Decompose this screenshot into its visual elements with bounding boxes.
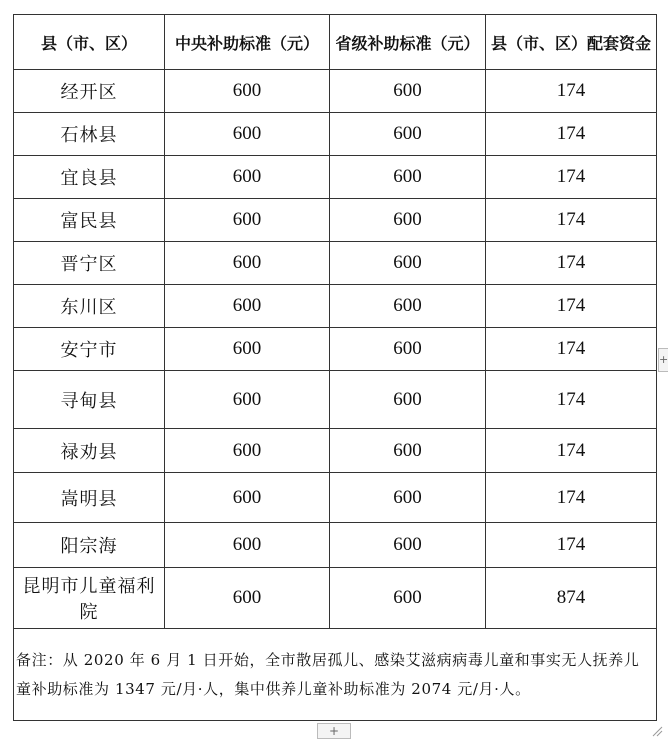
table-row <box>14 473 657 523</box>
cell-county: 嵩明县 <box>14 473 165 523</box>
table-row <box>14 568 657 629</box>
cell-county: 禄劝县 <box>14 429 165 473</box>
cell-provincial: 600 <box>330 523 486 568</box>
cell-county-funds: 174 <box>486 371 657 429</box>
table-row <box>14 371 657 429</box>
add-column-handle[interactable]: + <box>658 348 668 372</box>
cell-county-funds: 174 <box>486 156 657 199</box>
cell-central: 600 <box>165 568 330 629</box>
cell-county-funds: 174 <box>486 523 657 568</box>
cell-central: 600 <box>165 70 330 113</box>
cell-county: 昆明市儿童福利院 <box>14 568 165 629</box>
cell-county-funds: 174 <box>486 199 657 242</box>
table-row <box>14 113 657 156</box>
cell-county: 石林县 <box>14 113 165 156</box>
table-row <box>14 156 657 199</box>
cell-central: 600 <box>165 285 330 328</box>
cell-county-funds: 174 <box>486 285 657 328</box>
cell-central: 600 <box>165 199 330 242</box>
table-row <box>14 285 657 328</box>
cell-provincial: 600 <box>330 199 486 242</box>
cell-county-funds: 174 <box>486 70 657 113</box>
cell-central: 600 <box>165 429 330 473</box>
header-row <box>14 15 657 70</box>
cell-county: 安宁市 <box>14 328 165 371</box>
cell-county-funds: 174 <box>486 328 657 371</box>
header-county-funds: 县（市、区）配套资金 <box>486 15 657 70</box>
resize-grip-icon[interactable] <box>651 725 663 737</box>
cell-county-funds: 174 <box>486 113 657 156</box>
cell-county-funds: 174 <box>486 429 657 473</box>
cell-county: 经开区 <box>14 70 165 113</box>
cell-county-funds: 174 <box>486 242 657 285</box>
cell-provincial: 600 <box>330 285 486 328</box>
cell-provincial: 600 <box>330 371 486 429</box>
cell-provincial: 600 <box>330 328 486 371</box>
table-row <box>14 242 657 285</box>
cell-county: 寻甸县 <box>14 371 165 429</box>
table-row <box>14 523 657 568</box>
cell-county-funds: 874 <box>486 568 657 629</box>
cell-central: 600 <box>165 473 330 523</box>
cell-county: 阳宗海 <box>14 523 165 568</box>
cell-county: 晋宁区 <box>14 242 165 285</box>
table-row <box>14 70 657 113</box>
table-note: 备注：从 2020 年 6 月 1 日开始，全市散居孤儿、感染艾滋病病毒儿童和事实无人抚养儿童补助标准为 1347 元/月·人，集中供养儿童补助标准为 2074 元/月·人。 <box>14 629 657 721</box>
cell-central: 600 <box>165 328 330 371</box>
cell-county: 东川区 <box>14 285 165 328</box>
subsidy-table <box>13 14 657 721</box>
cell-provincial: 600 <box>330 429 486 473</box>
header-central-standard: 中央补助标准（元） <box>165 15 330 70</box>
cell-county-funds: 174 <box>486 473 657 523</box>
table-row <box>14 328 657 371</box>
cell-county: 富民县 <box>14 199 165 242</box>
cell-central: 600 <box>165 113 330 156</box>
cell-provincial: 600 <box>330 113 486 156</box>
cell-provincial: 600 <box>330 242 486 285</box>
header-county: 县（市、区） <box>14 15 165 70</box>
note-row <box>14 629 657 721</box>
cell-provincial: 600 <box>330 156 486 199</box>
add-row-handle[interactable]: + <box>317 723 351 739</box>
cell-central: 600 <box>165 371 330 429</box>
header-provincial-standard: 省级补助标准（元） <box>330 15 486 70</box>
cell-central: 600 <box>165 242 330 285</box>
cell-central: 600 <box>165 523 330 568</box>
cell-central: 600 <box>165 156 330 199</box>
cell-provincial: 600 <box>330 70 486 113</box>
table-row <box>14 199 657 242</box>
cell-provincial: 600 <box>330 473 486 523</box>
cell-provincial: 600 <box>330 568 486 629</box>
cell-county: 宜良县 <box>14 156 165 199</box>
table-row <box>14 429 657 473</box>
